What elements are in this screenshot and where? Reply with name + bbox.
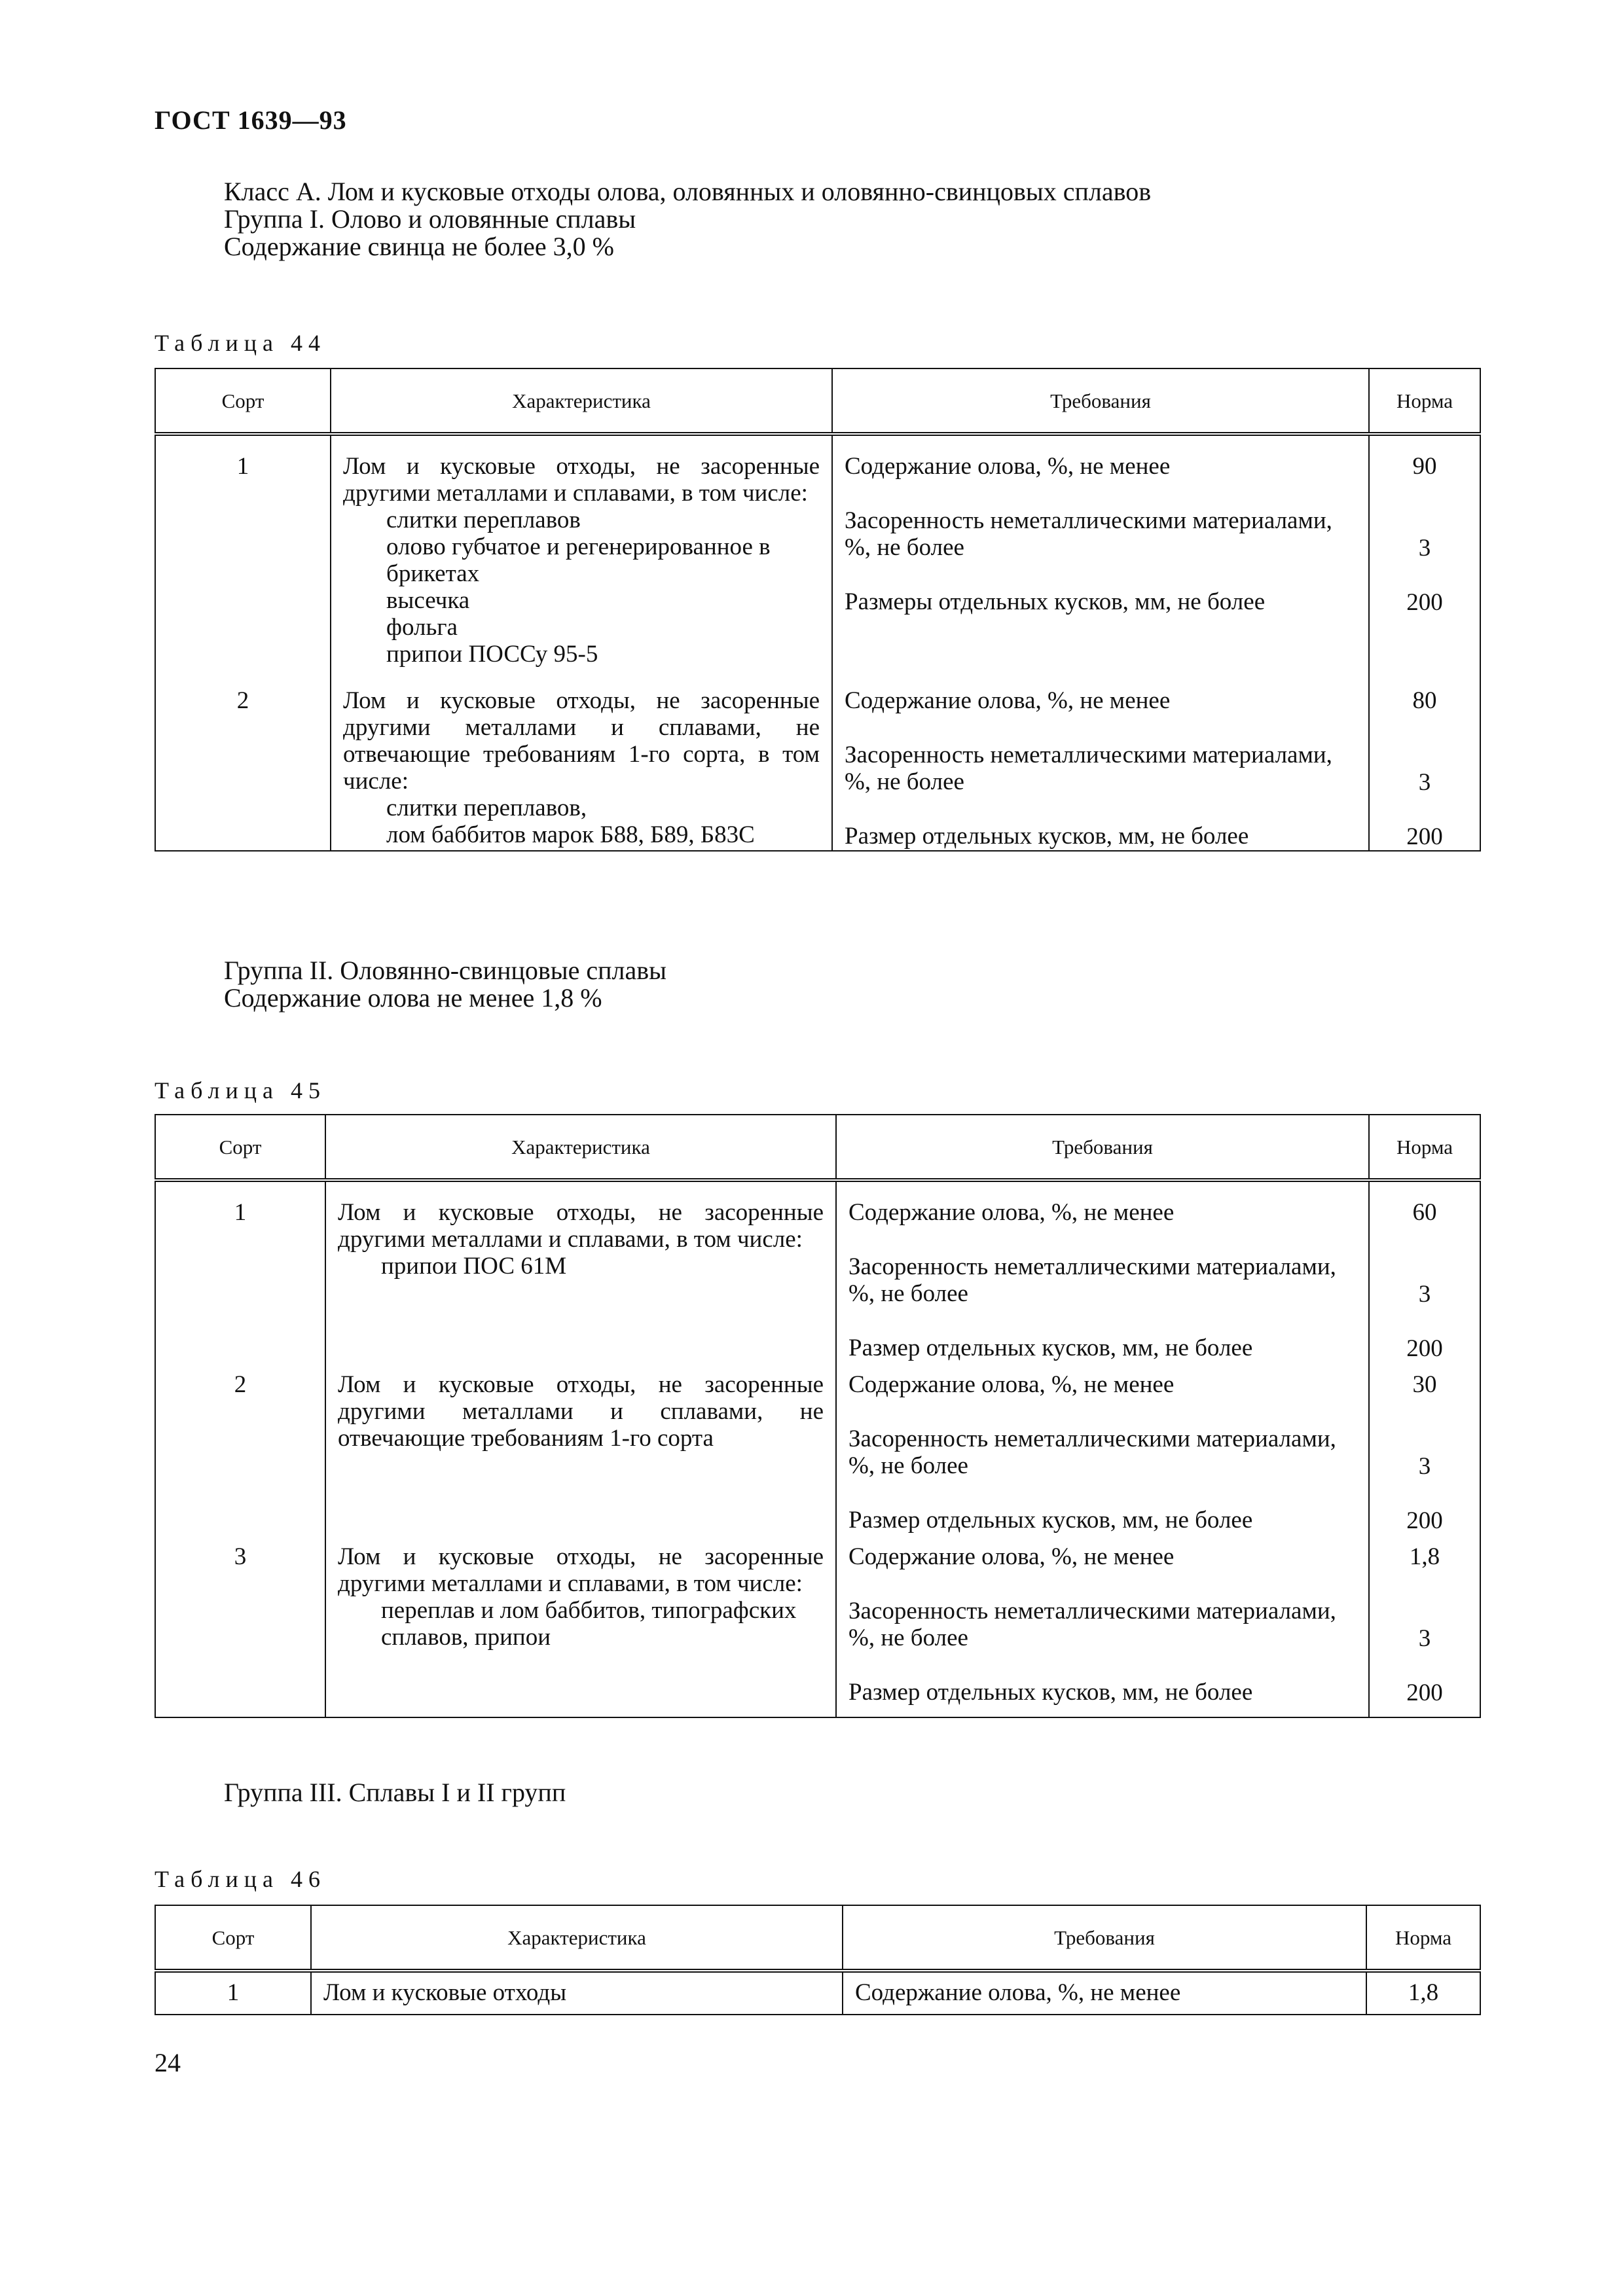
header-characteristic: Характеристика: [311, 1905, 843, 1971]
cell-norm: [1369, 1362, 1480, 1534]
header-norm: Норма: [1369, 1115, 1480, 1180]
norm-value: 1,8: [1409, 1543, 1440, 1570]
cell-sort: 2: [155, 668, 331, 851]
norm-value: 90: [1412, 453, 1437, 480]
norm-value: 80: [1412, 687, 1437, 714]
norm-value: 200: [1406, 589, 1443, 616]
requirement-piece-size: Размер отдельных кусков, мм, не более: [848, 1507, 1253, 1534]
characteristic-subitem: высечка: [386, 587, 470, 614]
table-header-row: [155, 1115, 1480, 1180]
table-row: [155, 668, 1480, 851]
requirement-piece-size: Размер отдельных кусков, мм, не более: [845, 823, 1249, 850]
cell-characteristic: Лом и кусковые отходы: [311, 1971, 843, 2015]
table-46-caption: Таблица 46: [155, 1866, 326, 1892]
table-header-row: [155, 368, 1480, 434]
intro-line: Группа I. Олово и оловянные сплавы: [224, 204, 636, 234]
intro-line: Группа III. Сплавы I и II групп: [224, 1778, 566, 1807]
table-row: [155, 1534, 1480, 1717]
norm-value: 60: [1412, 1199, 1437, 1226]
characteristic-subitem: лом баббитов марок Б88, Б89, Б83С: [386, 821, 755, 848]
header-characteristic: Характеристика: [331, 368, 832, 434]
header-requirements: Требования: [832, 368, 1369, 434]
table-45-caption: Таблица 45: [155, 1077, 326, 1103]
table-header-row: [155, 1905, 1480, 1971]
requirement-contamination: Засоренность неметаллическими материалами, %, не более: [848, 1253, 1336, 1307]
norm-value: 200: [1406, 1507, 1443, 1534]
intro-line: Группа II. Оловянно-свинцовые сплавы: [224, 956, 667, 985]
requirement-tin-content: Содержание олова, %, не менее: [845, 453, 1171, 480]
cell-requirements: [836, 1362, 1369, 1534]
cell-requirements: [832, 668, 1369, 851]
characteristic-subitem: фольга: [386, 614, 458, 641]
cell-norm: [1369, 1180, 1480, 1362]
table-row: [155, 1362, 1480, 1534]
characteristic-subitem: припои ПОССу 95-5: [386, 641, 598, 668]
requirement-contamination: Засоренность неметаллическими материалами, %, не более: [848, 1598, 1336, 1651]
norm-value: 3: [1418, 1453, 1431, 1480]
cell-characteristic: [325, 1362, 836, 1534]
page-number: 24: [155, 2048, 181, 2077]
cell-sort: 1: [155, 1971, 311, 2015]
requirement-contamination: Засоренность неметаллическими материалами, %, не более: [848, 1426, 1336, 1479]
characteristic-text: Лом и кусковые отходы, не засоренные другими металлами и сплавами, в том числе:: [338, 1543, 824, 1597]
requirement-piece-size: Размер отдельных кусков, мм, не более: [848, 1335, 1253, 1361]
header-sort: Сорт: [155, 368, 331, 434]
table-45: [155, 1114, 1481, 1718]
intro-line: Класс А. Лом и кусковые отходы олова, оловянных и оловянно-свинцовых сплавов: [224, 177, 1152, 206]
characteristic-subitem: припои ПОС 61М: [381, 1253, 567, 1280]
norm-value: 3: [1418, 1281, 1431, 1308]
intro-block-group-2: [224, 957, 666, 1012]
norm-value: 3: [1418, 1625, 1431, 1652]
cell-characteristic: [331, 434, 832, 668]
cell-norm: [1369, 668, 1480, 851]
cell-characteristic: [325, 1534, 836, 1717]
requirement-piece-size: Размер отдельных кусков, мм, не более: [848, 1679, 1253, 1706]
table-46: [155, 1905, 1481, 2015]
norm-value: 3: [1418, 535, 1431, 562]
header-norm: Норма: [1369, 368, 1480, 434]
norm-value: 3: [1418, 769, 1431, 796]
norm-value: 200: [1406, 823, 1443, 850]
cell-norm: [1369, 1534, 1480, 1717]
cell-requirements: [836, 1180, 1369, 1362]
cell-sort: 1: [155, 434, 331, 668]
header-requirements: Требования: [843, 1905, 1366, 1971]
cell-norm: 1,8: [1366, 1971, 1480, 2015]
cell-characteristic: [325, 1180, 836, 1362]
intro-block-group-3: [224, 1779, 566, 1806]
header-sort: Сорт: [155, 1905, 311, 1971]
cell-requirements: [836, 1534, 1369, 1717]
header-sort: Сорт: [155, 1115, 325, 1180]
table-44-caption: Таблица 44: [155, 330, 326, 356]
requirement-tin-content: Содержание олова, %, не менее: [848, 1199, 1175, 1226]
header-norm: Норма: [1366, 1905, 1480, 1971]
cell-sort: 1: [155, 1180, 325, 1362]
characteristic-subitem: переплав и лом баббитов, типографских сплавов, припои: [381, 1597, 797, 1651]
table-row: [155, 1971, 1480, 2015]
norm-value: 200: [1406, 1335, 1443, 1362]
table-row: [155, 1180, 1480, 1362]
document-code: ГОСТ 1639—93: [155, 105, 347, 135]
characteristic-text: Лом и кусковые отходы, не засоренные другими металлами и сплавами, не отвечающие требованиям 1-го сорта: [338, 1371, 824, 1452]
header-characteristic: Характеристика: [325, 1115, 836, 1180]
cell-norm: [1369, 434, 1480, 668]
cell-sort: 2: [155, 1362, 325, 1534]
requirement-contamination: Засоренность неметаллическими материалами, %, не более: [845, 742, 1332, 795]
requirement-piece-size: Размеры отдельных кусков, мм, не более: [845, 588, 1266, 615]
table-row: [155, 434, 1480, 668]
norm-value: 200: [1406, 1679, 1443, 1706]
table-44: [155, 368, 1481, 852]
cell-characteristic: [331, 668, 832, 851]
norm-value: 30: [1412, 1371, 1437, 1398]
characteristic-text: Лом и кусковые отходы, не засоренные другими металлами и сплавами, в том числе:: [338, 1199, 824, 1253]
requirement-tin-content: Содержание олова, %, не менее: [848, 1543, 1175, 1570]
intro-line: Содержание свинца не более 3,0 %: [224, 232, 614, 261]
intro-line: Содержание олова не менее 1,8 %: [224, 983, 602, 1013]
characteristic-text: Лом и кусковые отходы, не засоренные другими металлами и сплавами, в том числе:: [343, 453, 820, 507]
characteristic-subitem: слитки переплавов,: [386, 795, 587, 821]
header-requirements: Требования: [836, 1115, 1369, 1180]
cell-requirements: Содержание олова, %, не менее: [843, 1971, 1366, 2015]
characteristic-subitem: слитки переплавов: [386, 507, 581, 533]
characteristic-text: Лом и кусковые отходы, не засоренные другими металлами и сплавами, не отвечающие требованиям 1-го сорта, в том числе:: [343, 687, 820, 795]
requirement-tin-content: Содержание олова, %, не менее: [845, 687, 1171, 714]
cell-requirements: [832, 434, 1369, 668]
intro-block-class-a: [224, 178, 1151, 260]
characteristic-subitem: олово губчатое и регенерированное в брикетах: [386, 533, 771, 587]
requirement-tin-content: Содержание олова, %, не менее: [848, 1371, 1175, 1398]
requirement-contamination: Засоренность неметаллическими материалами, %, не более: [845, 507, 1332, 561]
cell-sort: 3: [155, 1534, 325, 1717]
